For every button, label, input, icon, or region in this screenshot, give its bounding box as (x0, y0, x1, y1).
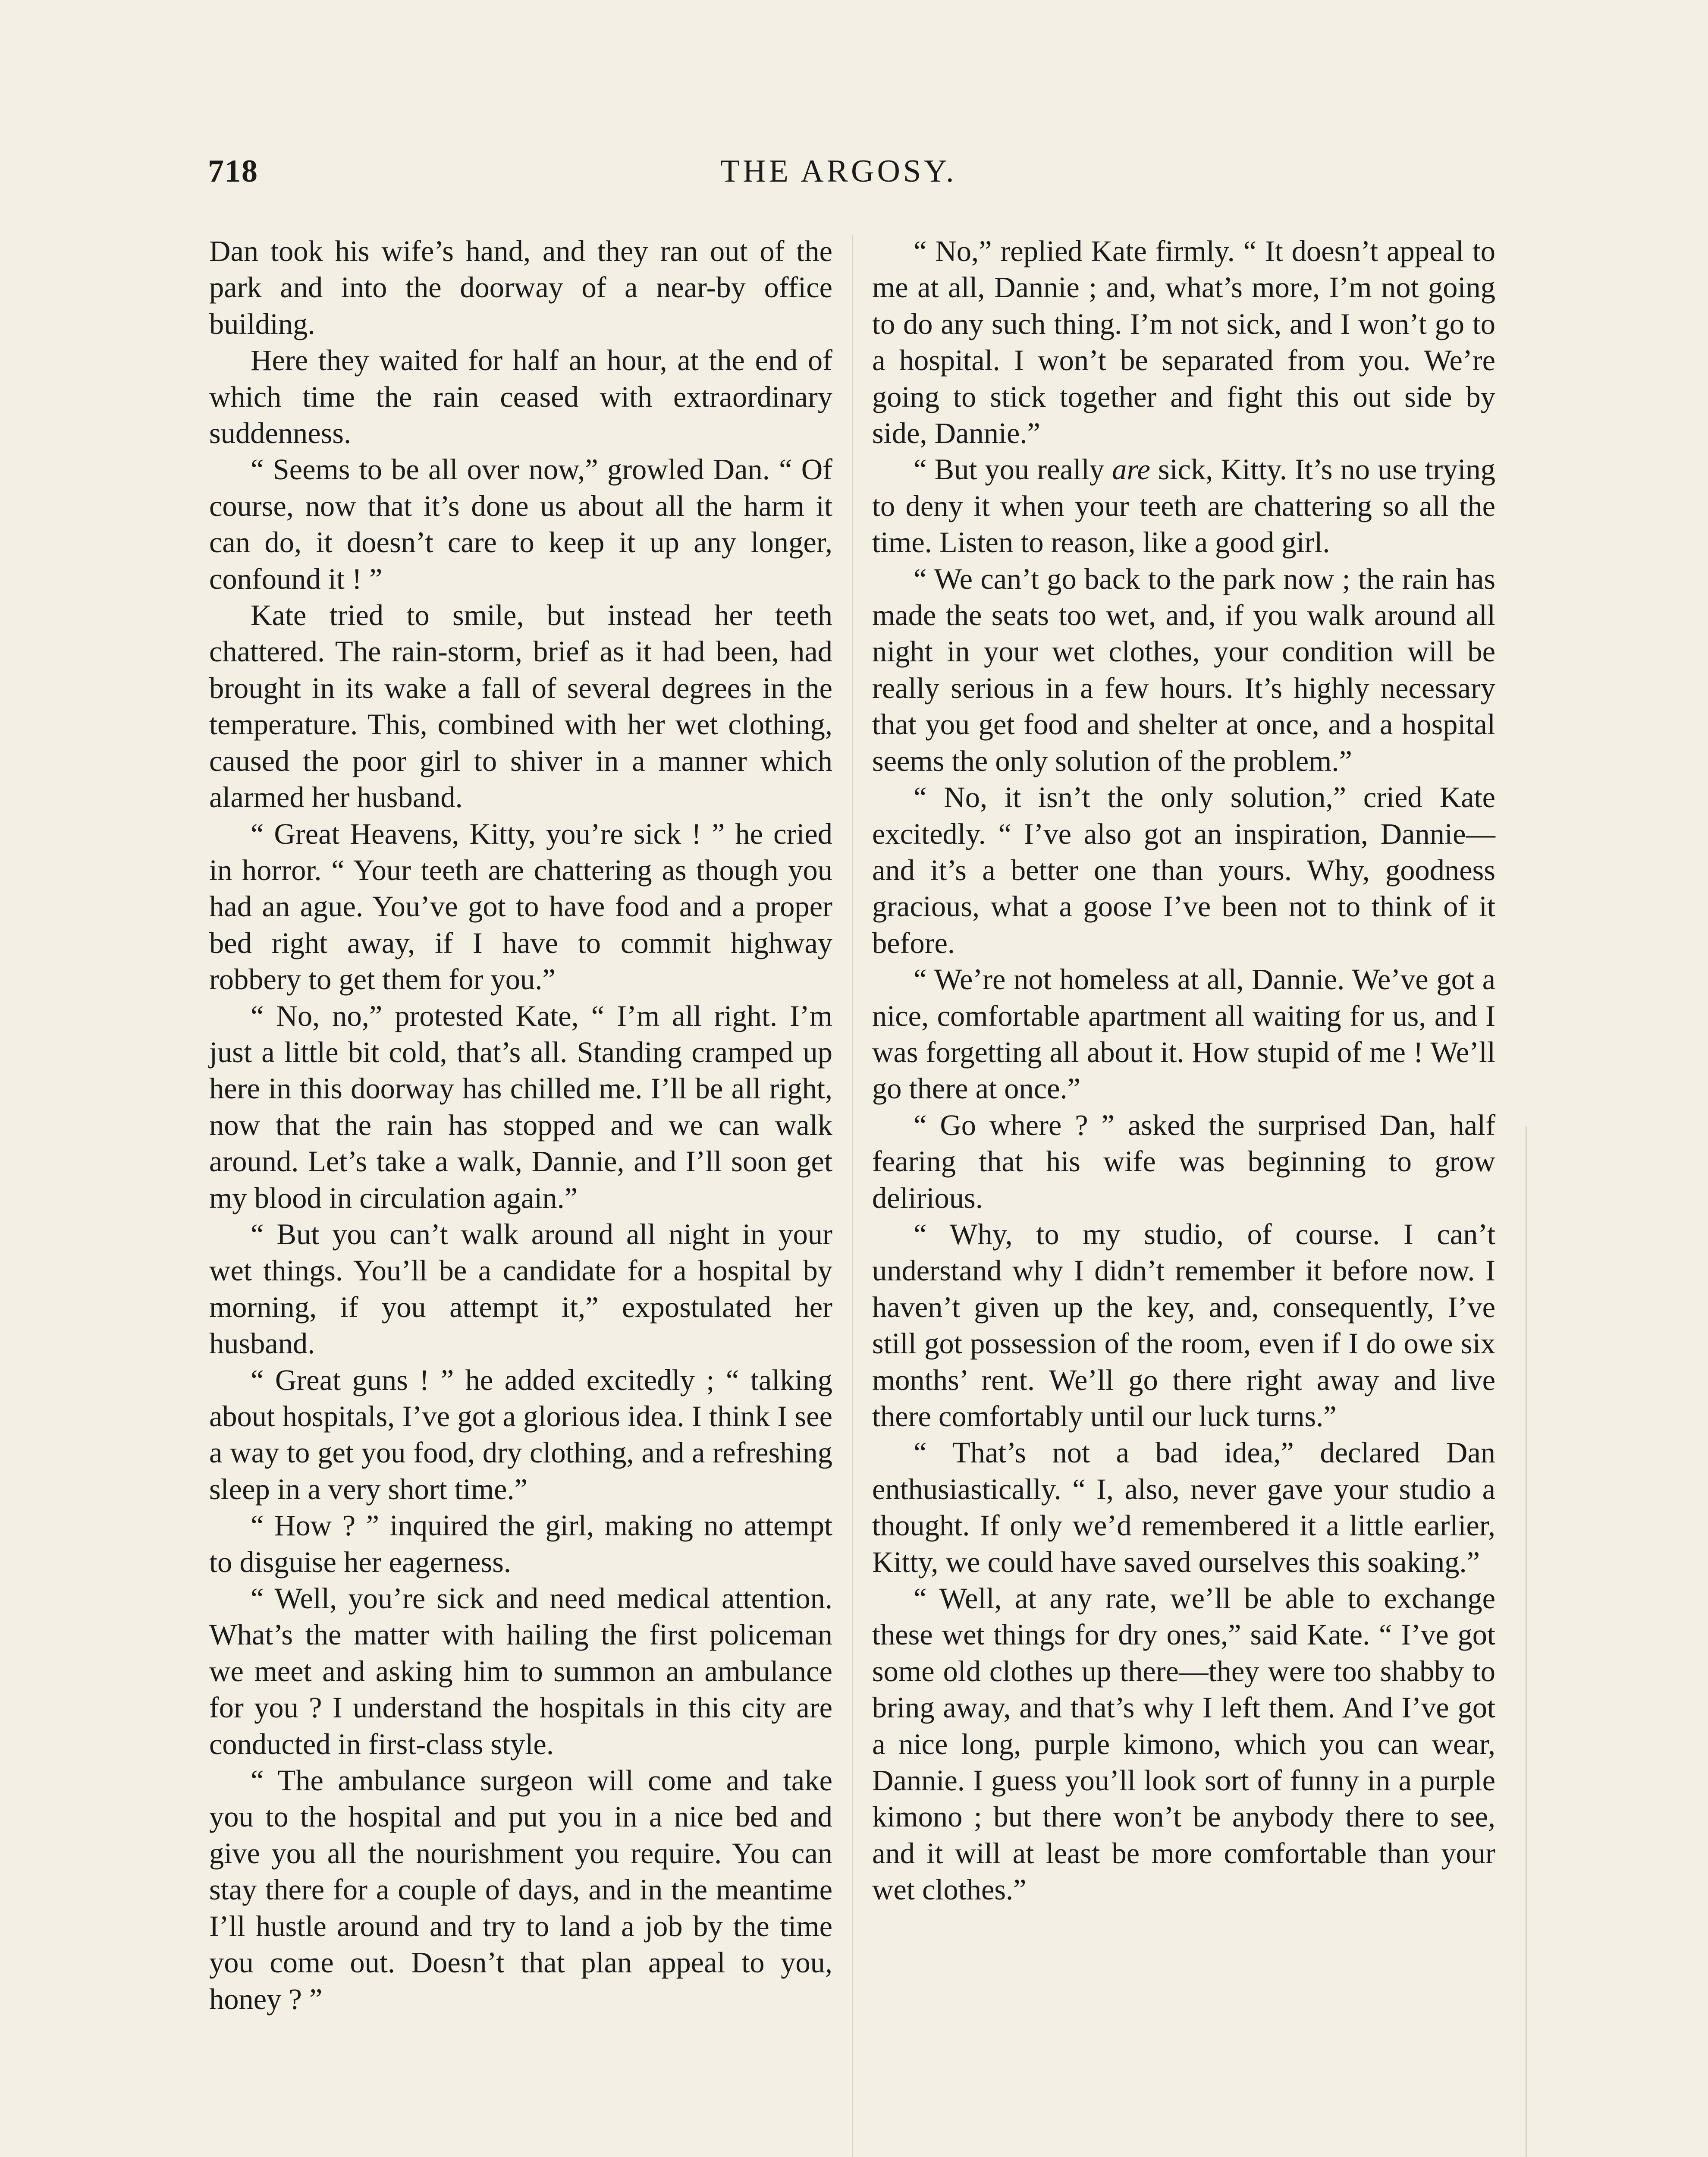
paragraph: “ Great Heavens, Kitty, you’re sick ! ” he cried in horror. “ Your teeth are chattering as though you had an ague. You’ve got to have food and a proper bed right away, if I have to commit highway robbery to get them for you.” (209, 817, 832, 996)
paragraph-text: “ But you really (914, 453, 1112, 486)
paragraph: “ Well, you’re sick and need medical attention. What’s the matter with hailing the first policeman we meet and asking him to summon an ambulance for you ? I understand the hospitals in this city are conducted in first-class style. (209, 1582, 832, 1761)
paragraph: “ We’re not homeless at all, Dannie. We’ve got a nice, comfortable apartment all waiting for us, and I was forgetting all about it. How stupid of me ! We’ll go there at once.” (872, 963, 1495, 1105)
paragraph-text: sick, Kitty. It’s no use trying to deny it when your teeth are chattering so all the time. Listen to reason, like a good girl. (872, 453, 1495, 559)
paragraph: Kate tried to smile, but instead her teeth chattered. The rain-storm, brief as it had been, had brought in its wake a fall of several degrees in the temperature. This, combined with her wet clothing, caused the poor girl to shiver in a manner which alarmed her husband. (209, 599, 832, 814)
paragraph: “ Seems to be all over now,” growled Dan. “ Of course, now that it’s done us about all the harm it can do, it doesn’t care to keep it up any longer, confound it ! ” (209, 453, 832, 595)
page-number: 718 (208, 154, 258, 189)
column-divider (852, 235, 853, 2157)
paragraph: Dan took his wife’s hand, and they ran out of the park and into the doorway of a near-by office building. (209, 235, 832, 340)
paragraph: Here they waited for half an hour, at the end of which time the rain ceased with extraordinary suddenness. (209, 344, 832, 450)
right-column (872, 233, 1495, 1908)
paragraph: “ How ? ” inquired the girl, making no attempt to disguise her eagerness. (209, 1509, 832, 1578)
paragraph: “ That’s not a bad idea,” declared Dan enthusiastically. “ I, also, never gave your studio a thought. If only we’d remembered it a little earlier, Kitty, we could have saved ourselves this soaking.” (872, 1436, 1495, 1578)
paragraph: “ Great guns ! ” he added excitedly ; “ talking about hospitals, I’ve got a glorious idea. I think I see a way to get you food, dry clothing, and a refreshing sleep in a very short time.” (209, 1363, 832, 1506)
running-title: THE ARGOSY. (720, 154, 957, 189)
paragraph: “ We can’t go back to the park now ; the rain has made the seats too wet, and, if you walk around all night in your wet clothes, your condition will be really serious in a few hours. It’s highly necessary that you get food and shelter at once, and a hospital seems the only solution of the problem.” (872, 562, 1495, 777)
paragraph: “ Go where ? ” asked the surprised Dan, half fearing that his wife was beginning to grow delirious. (872, 1108, 1495, 1214)
paragraph: “ Why, to my studio, of course. I can’t understand why I didn’t remember it before now. I haven’t given up the key, and, consequently, I’ve still got possession of the room, even if I do owe six months’ rent. We’ll go there right away and live there comfortably until our luck turns.” (872, 1217, 1495, 1433)
paragraph: “ No,” replied Kate firmly. “ It doesn’t appeal to me at all, Dannie ; and, what’s more, I’m not going to do any such thing. I’m not sick, and I won’t go to a hospital. I won’t be separated from you. We’re going to stick together and fight this out side by side, Dannie.” (872, 235, 1495, 450)
paragraph: “ No, no,” protested Kate, “ I’m all right. I’m just a little bit cold, that’s all. Standing cramped up here in this doorway has chilled me. I’ll be all right, now that the rain has stopped and we can walk around. Let’s take a walk, Dannie, and I’ll soon get my blood in circulation again.” (209, 999, 832, 1214)
paragraph: “ Well, at any rate, we’ll be able to exchange these wet things for dry ones,” said Kate. “ I’ve got some old clothes up there—they were too shabby to bring away, and that’s why I left them. And I’ve got a nice long, purple kimono, which you can wear, Dannie. I guess you’ll look sort of funny in a purple kimono ; but there won’t be anybody there to see, and it will at least be more comfortable than your wet clothes.” (872, 1582, 1495, 1906)
left-column (209, 233, 832, 2017)
emphasized-word: are (1112, 453, 1150, 486)
page-edge-line (1526, 1126, 1527, 2157)
paragraph: “ The ambulance surgeon will come and take you to the hospital and put you in a nice bed and give you all the nourishment you require. You can stay there for a couple of days, and in the meantime I’ll hustle around and try to land a job by the time you come out. Doesn’t that plan appeal to you, honey ? ” (209, 1764, 832, 2016)
paragraph: “ But you can’t walk around all night in your wet things. You’ll be a candidate for a hospital by morning, if you attempt it,” expostulated her husband. (209, 1217, 832, 1360)
page-header (208, 153, 1502, 201)
paragraph-with-emphasis (872, 451, 1495, 560)
paragraph: “ No, it isn’t the only solution,” cried Kate excitedly. “ I’ve also got an inspiration, Dannie—and it’s a better one than yours. Why, goodness gracious, what a goose I’ve been not to think of it before. (872, 781, 1495, 959)
